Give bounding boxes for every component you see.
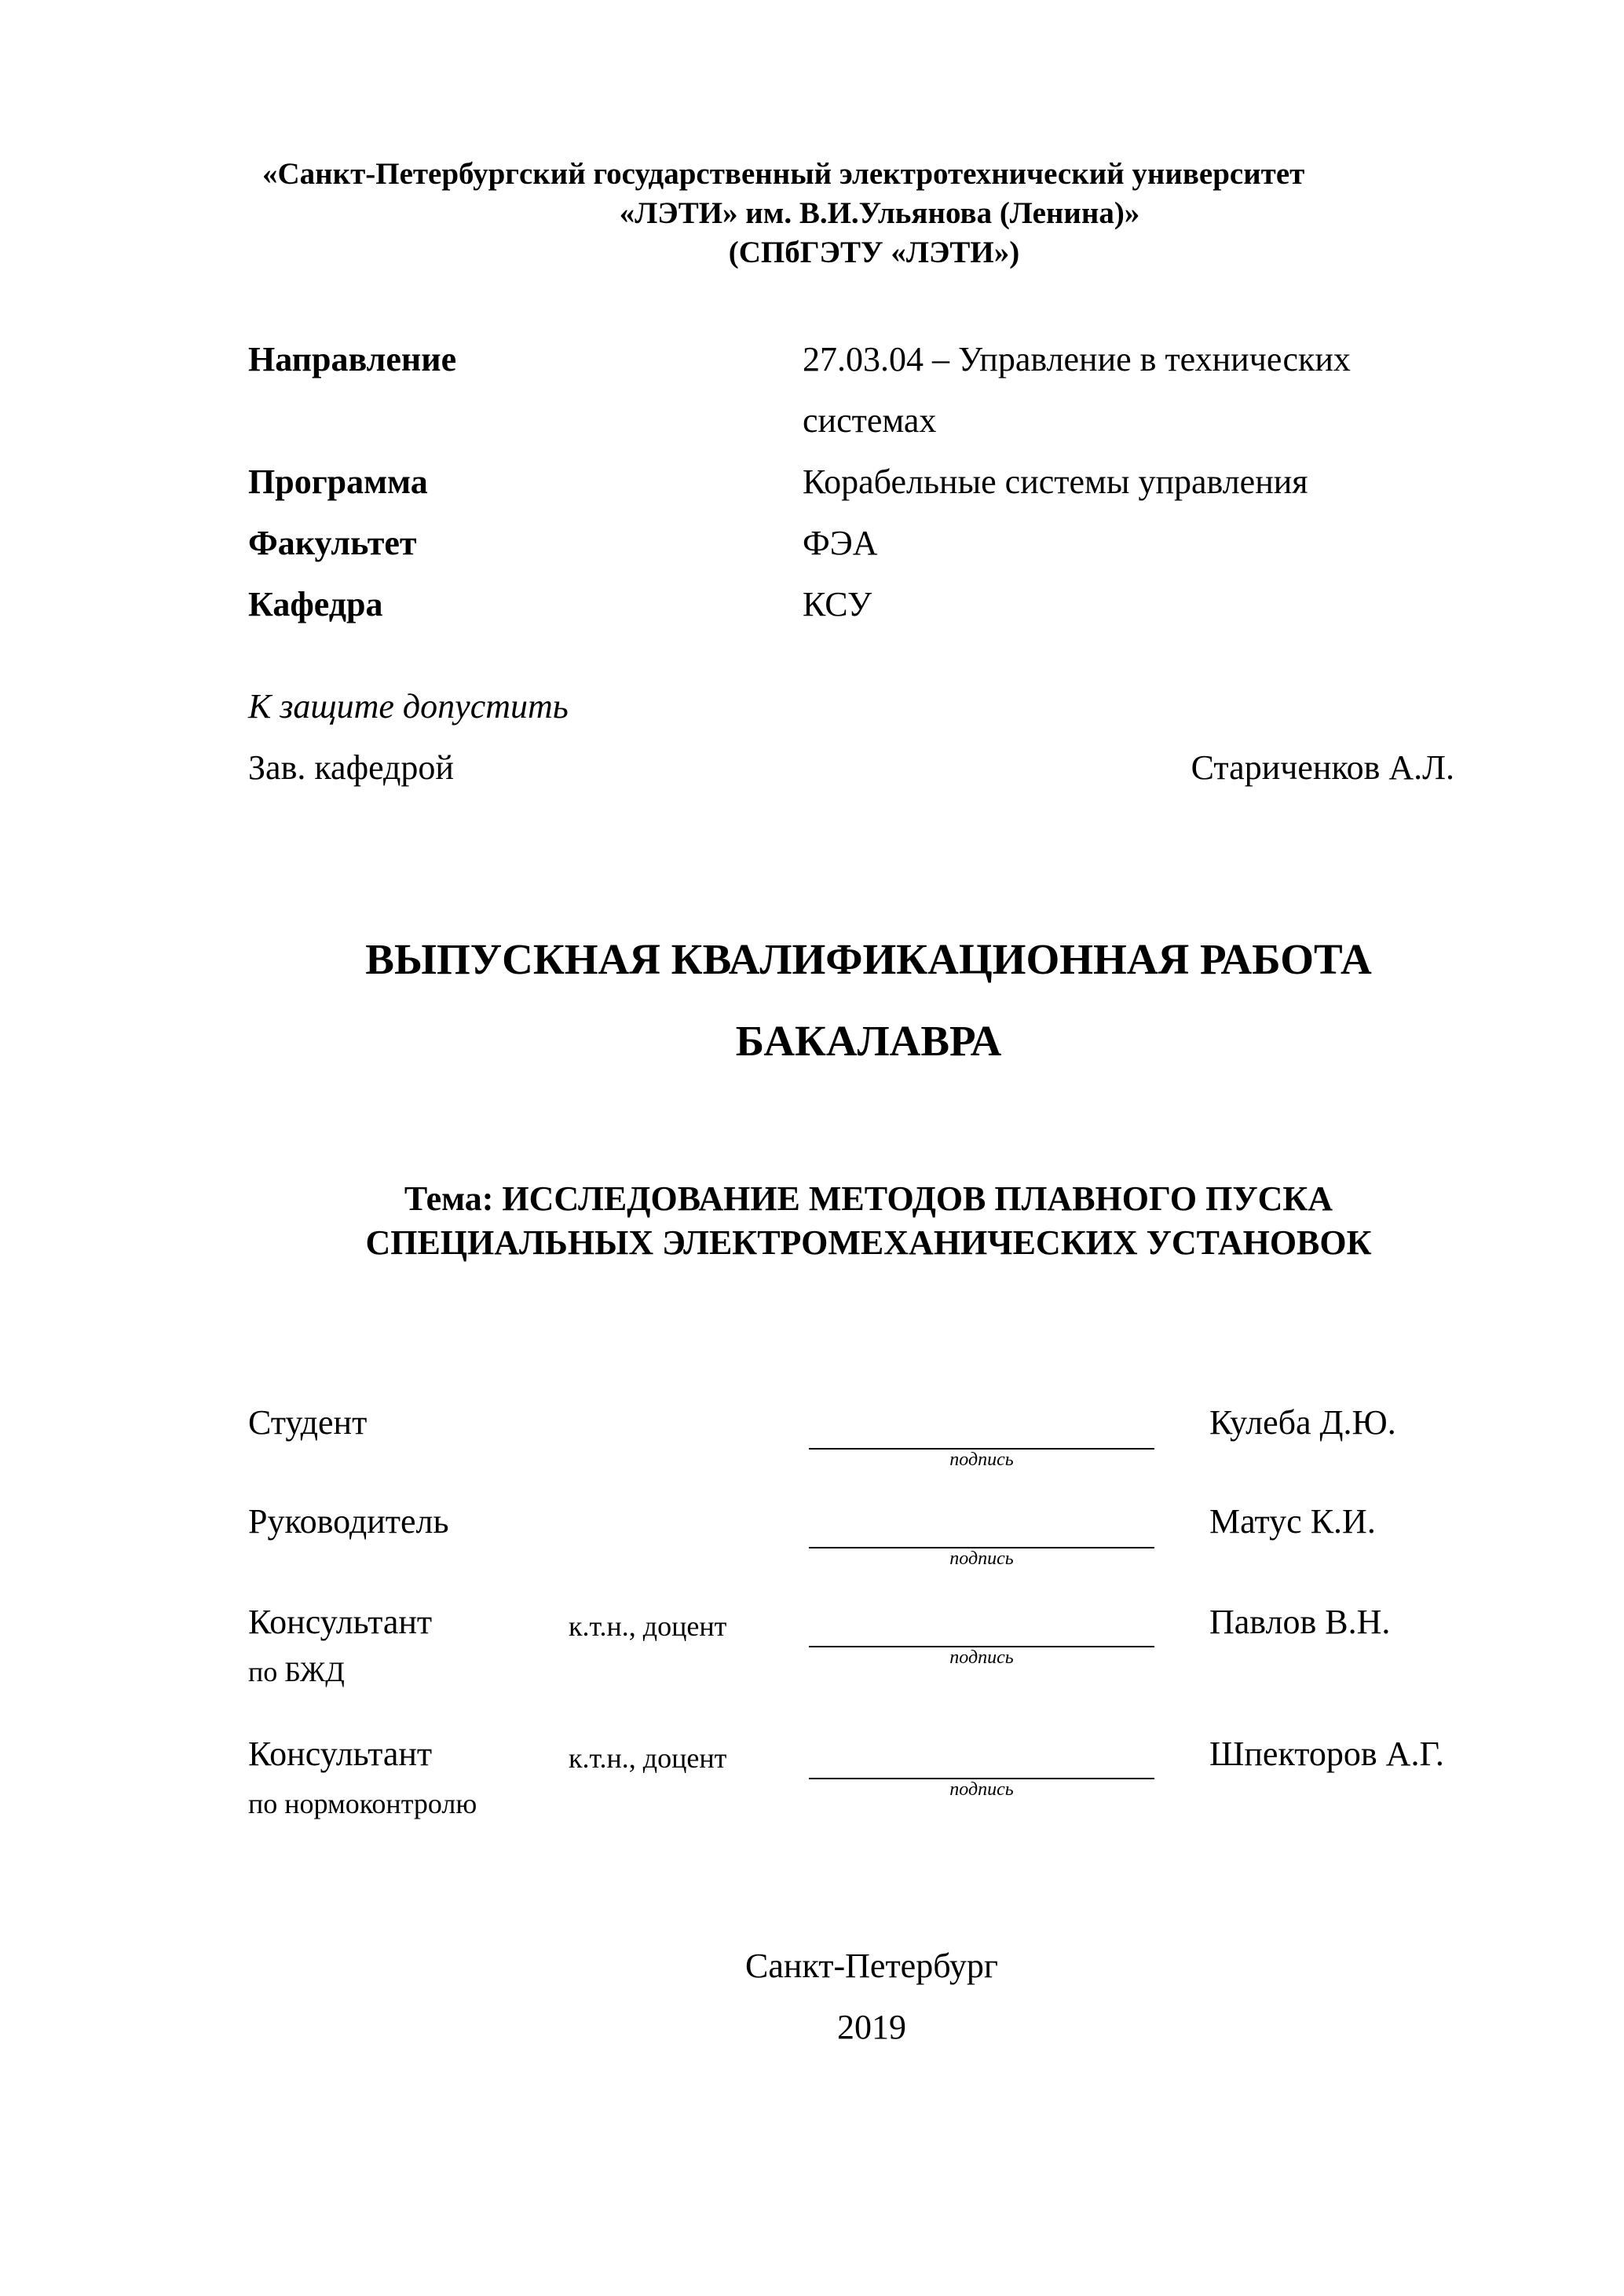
- program-value: Корабельные системы управления: [803, 462, 1308, 501]
- student-role: Студент: [248, 1403, 368, 1442]
- department-value: КСУ: [803, 585, 872, 623]
- document-title-line1: ВЫПУСКНАЯ КВАЛИФИКАЦИОННАЯ РАБОТА: [365, 935, 1372, 983]
- faculty-label: Факультет: [248, 524, 417, 562]
- direction-label: Направление: [248, 340, 457, 378]
- consultant-bzhd-name: Павлов В.Н.: [1209, 1603, 1391, 1641]
- consultant-bzhd-role: Консультант: [248, 1603, 433, 1641]
- consultant-normcontrol-role: Консультант: [248, 1735, 433, 1773]
- admission-text: К защите допустить: [248, 687, 569, 726]
- supervisor-signature-caption: подпись: [949, 1548, 1014, 1569]
- department-label: Кафедра: [248, 585, 383, 623]
- student-signature-caption: подпись: [949, 1450, 1014, 1470]
- program-label: Программа: [248, 462, 428, 501]
- university-name-line2: «ЛЭТИ» им. В.И.Ульянова (Ленина)»: [619, 196, 1140, 230]
- consultant-normcontrol-signature-caption: подпись: [949, 1779, 1014, 1800]
- topic-line2: СПЕЦИАЛЬНЫХ ЭЛЕКТРОМЕХАНИЧЕСКИХ УСТАНОВОК: [365, 1223, 1372, 1262]
- student-name: Кулеба Д.Ю.: [1209, 1403, 1396, 1442]
- consultant-normcontrol-subtitle: по нормоконтролю: [248, 1788, 477, 1819]
- university-abbreviation: (СПбГЭТУ «ЛЭТИ»): [728, 236, 1020, 269]
- footer-city: Санкт-Петербург: [745, 1947, 998, 1985]
- consultant-normcontrol-degree: к.т.н., доцент: [569, 1742, 727, 1774]
- supervisor-name: Матус К.И.: [1209, 1502, 1376, 1541]
- footer-year: 2019: [837, 2008, 906, 2046]
- topic-line1: Тема: ИССЛЕДОВАНИЕ МЕТОДОВ ПЛАВНОГО ПУСКА: [404, 1179, 1333, 1218]
- consultant-normcontrol-name: Шпекторов А.Г.: [1209, 1735, 1444, 1773]
- consultant-bzhd-degree: к.т.н., доцент: [569, 1610, 727, 1642]
- consultant-bzhd-signature-caption: подпись: [949, 1647, 1014, 1668]
- direction-value-continued: системах: [803, 401, 937, 440]
- consultant-bzhd-subtitle: по БЖД: [248, 1656, 345, 1687]
- document-title-line2: БАКАЛАВРА: [735, 1017, 1002, 1065]
- direction-value: 27.03.04 – Управление в технических: [803, 340, 1351, 378]
- head-of-department-name: Стариченков А.Л.: [1191, 748, 1454, 787]
- university-name-line1: «Санкт-Петербургский государственный электротехнический университет: [262, 157, 1305, 191]
- head-of-department-label: Зав. кафедрой: [248, 748, 454, 787]
- supervisor-role: Руководитель: [248, 1502, 449, 1541]
- faculty-value: ФЭА: [803, 524, 878, 562]
